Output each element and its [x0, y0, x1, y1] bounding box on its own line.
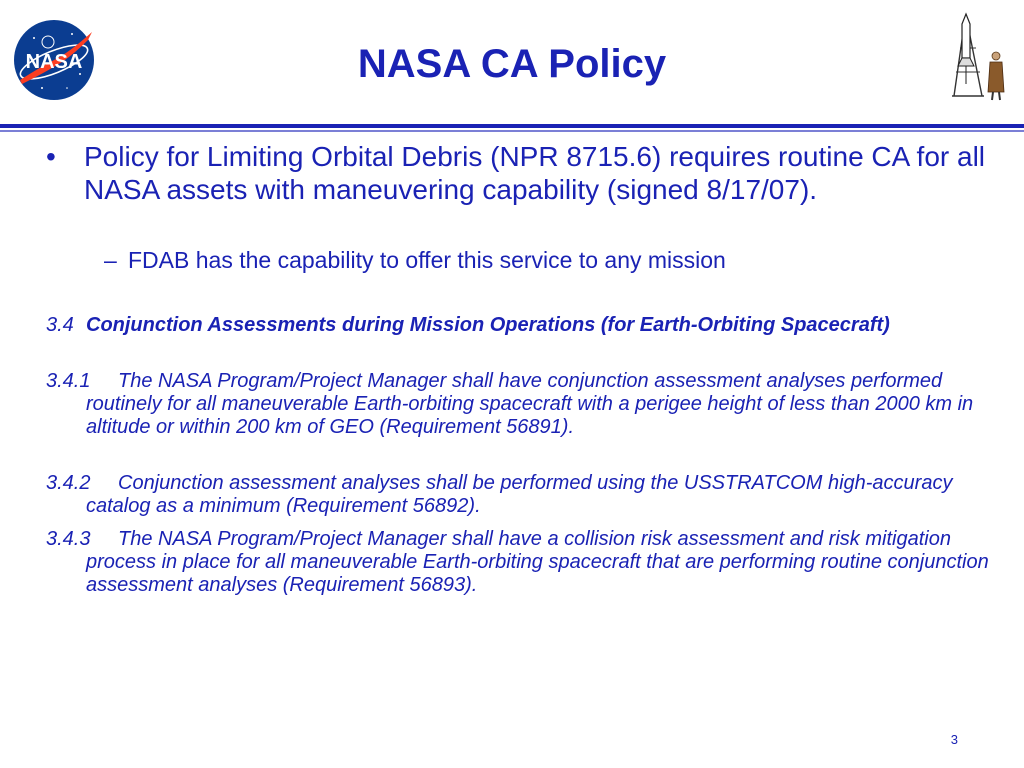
page-number: 3 — [950, 732, 958, 747]
requirement-number: 3.4.2 — [46, 472, 91, 494]
requirement-number: 3.4.1 — [46, 370, 91, 392]
section-number: 3.4 — [46, 314, 74, 336]
nasa-logo-wordmark: NASA — [25, 51, 83, 73]
sub-bullet-marker: – — [104, 247, 117, 273]
slide-title: NASA CA Policy — [357, 42, 667, 86]
goddard-rocket-icon — [938, 12, 1010, 102]
requirement-item — [46, 370, 996, 439]
main-bullet — [46, 140, 986, 206]
requirement-text: The NASA Program/Project Manager shall have conjunction assessment analyses performed routinely for all maneuverable Earth-orbiting spacecraft with a perigee height of less than 2000 km in altitude or within 200 km of GEO (Requirement 56891). — [86, 370, 974, 438]
requirement-text: The NASA Program/Project Manager shall have a collision risk assessment and risk mitigation process in place for all maneuverable Earth-orbiting spacecraft that are performing routine conjunction assessment analyses (Requirement 56893). — [86, 528, 989, 596]
sub-bullet — [104, 246, 984, 274]
header-divider-thin — [0, 130, 1024, 132]
section-title: Conjunction Assessments during Mission Operations (for Earth-Orbiting Spacecraft) — [86, 314, 890, 336]
section-heading — [46, 314, 996, 337]
bullet-marker: • — [46, 141, 56, 172]
header-divider — [0, 124, 1024, 128]
sub-bullet-text: FDAB has the capability to offer this service to any mission — [128, 247, 726, 273]
requirement-text: Conjunction assessment analyses shall be performed using the USSTRATCOM high-accuracy catalog as a minimum (Requirement 56892). — [86, 472, 953, 517]
requirement-item — [46, 472, 996, 518]
bullet-text: Policy for Limiting Orbital Debris (NPR 8715.6) requires routine CA for all NASA assets with maneuvering capability (signed 8/17/07). — [84, 141, 986, 205]
requirement-item — [46, 528, 996, 597]
requirement-number: 3.4.3 — [46, 528, 91, 550]
